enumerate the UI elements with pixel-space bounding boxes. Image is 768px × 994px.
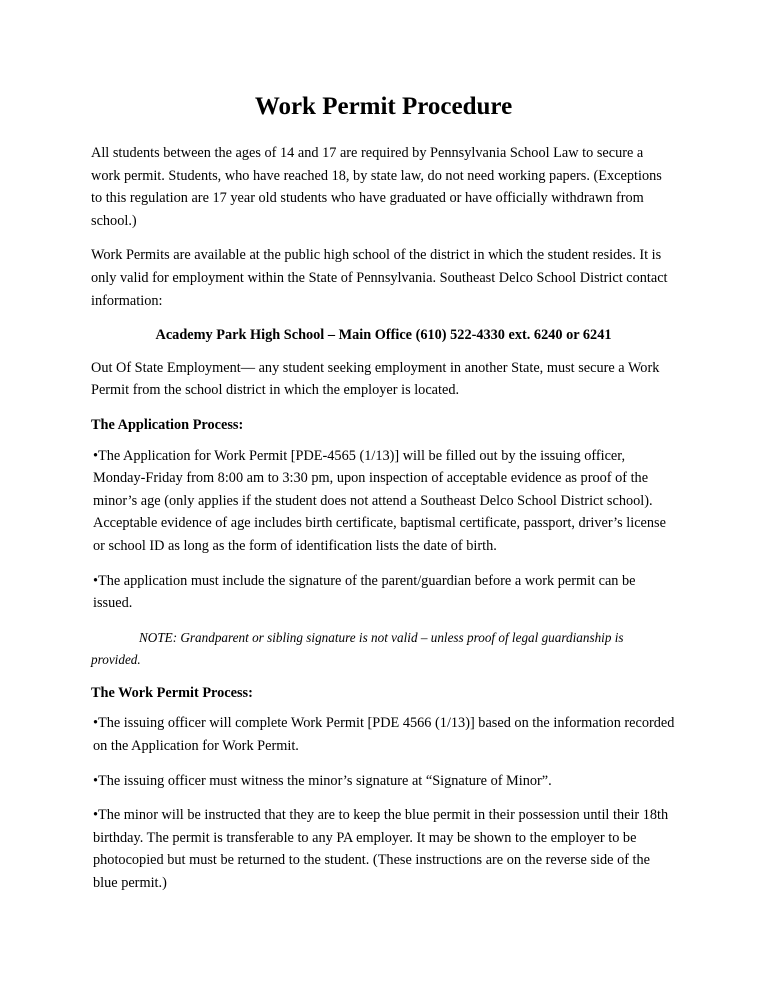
application-bullet-1: •The Application for Work Permit [PDE-4565 (1/13)] will be filled out by the issuing officer, Monday-Friday from 8:00 am to 3:30 pm, upon inspection of acceptable evidence as proof of the minor’s age (only applies if the student does not attend a Southeast Delco School District school). Acceptable evidence of age includes birth certificate, baptismal certificate, passport, driver’s license or school ID as long as the form of identification lists the date of birth.	[93, 447, 666, 554]
contact-line: Academy Park High School – Main Office (610) 522-4330 ext. 6240 or 6241	[155, 327, 612, 344]
application-process-heading: The Application Process:	[91, 416, 244, 433]
availability-paragraph: Work Permits are available at the public high school of the district in which the student resides. It is only valid for employment within the State of Pennsylvania. Southeast Delco School District contact information:	[91, 247, 668, 309]
application-bullet-2: •The application must include the signature of the parent/guardian before a work permit can be issued.	[93, 572, 636, 612]
intro-paragraph: All students between the ages of 14 and 17 are required by Pennsylvania School Law to secure a work permit. Students, who have reached 18, by state law, do not need working papers. (Exceptions to this regulation are 17 year old students who have graduated or have officially withdrawn from school.)	[91, 145, 662, 229]
work-permit-process-heading: The Work Permit Process:	[91, 684, 253, 701]
permit-bullet-3: •The minor will be instructed that they are to keep the blue permit in their possession until their 18th birthday. The permit is transferable to any PA employer. It may be shown to the employer to be photocopied but must be returned to the student. (These instructions are on the reverse side of the blue permit.)	[93, 807, 669, 892]
guardianship-note: NOTE: Grandparent or sibling signature is not valid – unless proof of legal guardianship is provided.	[91, 629, 624, 668]
permit-bullet-2: •The issuing officer must witness the minor’s signature at “Signature of Minor”.	[93, 772, 552, 789]
permit-bullet-1: •The issuing officer will complete Work Permit [PDE 4566 (1/13)] based on the information recorded on the Application for Work Permit.	[93, 715, 675, 755]
page-title: Work Permit Procedure	[254, 93, 513, 120]
out-of-state-paragraph: Out Of State Employment— any student seeking employment in another State, must secure a Work Permit from the school district in which the employer is located.	[91, 359, 660, 399]
